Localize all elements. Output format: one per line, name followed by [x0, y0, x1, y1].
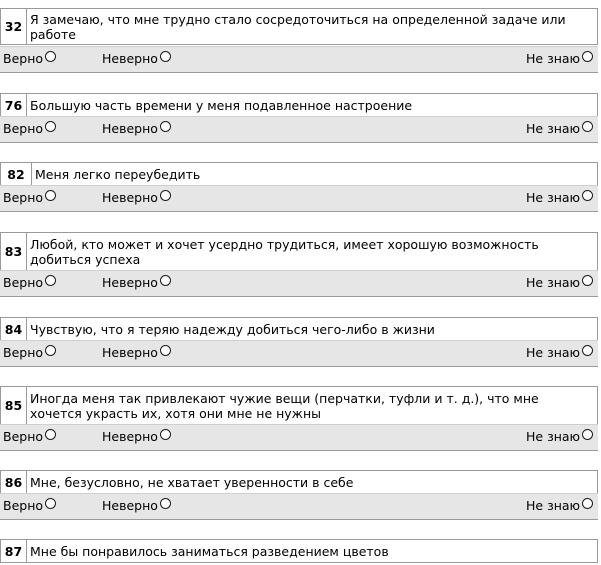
- question-number: 76: [1, 94, 27, 116]
- option-label: Верно: [3, 498, 44, 513]
- radio-true[interactable]: [45, 51, 56, 62]
- question-row: [0, 232, 598, 271]
- option-label: Не знаю: [526, 275, 581, 290]
- radio-false[interactable]: [160, 190, 171, 201]
- question-number: 85: [1, 387, 27, 424]
- radio-dont-know[interactable]: [582, 275, 593, 286]
- option-label: Верно: [3, 275, 44, 290]
- radio-false[interactable]: [160, 275, 171, 286]
- question-text: Большую часть времени у меня подавленное настроение: [30, 98, 413, 113]
- question-number: 82: [1, 163, 32, 185]
- question-text: Чувствую, что я теряю надежду добиться чего-либо в жизни: [30, 322, 435, 337]
- answer-row: [0, 424, 598, 451]
- radio-dont-know[interactable]: [582, 51, 593, 62]
- option-label: Неверно: [102, 190, 158, 205]
- answer-option-true[interactable]: [3, 429, 56, 444]
- option-label: Неверно: [102, 275, 158, 290]
- question-text: Любой, кто может и хочет усердно трудиться, имеет хорошую возможность добиться успеха: [30, 237, 539, 267]
- answer-option-false[interactable]: [102, 190, 171, 205]
- radio-false[interactable]: [160, 345, 171, 356]
- question-text: Мне, безусловно, не хватает уверенности в себе: [30, 475, 354, 490]
- option-label: Не знаю: [526, 498, 581, 513]
- answer-row: [0, 340, 598, 367]
- option-label: Верно: [3, 190, 44, 205]
- option-label: Не знаю: [526, 345, 581, 360]
- radio-true[interactable]: [45, 275, 56, 286]
- answer-option-dont-know[interactable]: [526, 190, 593, 205]
- question-number: 84: [1, 318, 27, 340]
- option-label: Неверно: [102, 51, 158, 66]
- option-label: Неверно: [102, 345, 158, 360]
- answer-option-dont-know[interactable]: [526, 429, 593, 444]
- radio-false[interactable]: [160, 498, 171, 509]
- option-label: Неверно: [102, 121, 158, 136]
- option-label: Верно: [3, 429, 44, 444]
- answer-option-dont-know[interactable]: [526, 121, 593, 136]
- option-label: Верно: [3, 51, 44, 66]
- answer-option-true[interactable]: [3, 190, 56, 205]
- answer-option-true[interactable]: [3, 345, 56, 360]
- option-label: Неверно: [102, 498, 158, 513]
- option-label: Не знаю: [526, 51, 581, 66]
- radio-false[interactable]: [160, 51, 171, 62]
- answer-row: [0, 493, 598, 520]
- option-label: Не знаю: [526, 121, 581, 136]
- answer-option-false[interactable]: [102, 429, 171, 444]
- answer-option-dont-know[interactable]: [526, 275, 593, 290]
- answer-row: [0, 270, 598, 297]
- answer-option-false[interactable]: [102, 51, 171, 66]
- answer-row: [0, 185, 598, 212]
- radio-dont-know[interactable]: [582, 429, 593, 440]
- answer-option-false[interactable]: [102, 498, 171, 513]
- question-text: Я замечаю, что мне трудно стало сосредоточиться на определенной задаче или работе: [30, 12, 566, 42]
- answer-option-dont-know[interactable]: [526, 498, 593, 513]
- radio-dont-know[interactable]: [582, 121, 593, 132]
- radio-dont-know[interactable]: [582, 498, 593, 509]
- question-text: Меня легко переубедить: [35, 167, 201, 182]
- radio-false[interactable]: [160, 429, 171, 440]
- question-row: [0, 93, 598, 117]
- question-number: 86: [1, 471, 27, 493]
- question-row: [0, 8, 598, 45]
- question-row: [0, 386, 598, 425]
- radio-true[interactable]: [45, 190, 56, 201]
- answer-option-false[interactable]: [102, 121, 171, 136]
- radio-true[interactable]: [45, 498, 56, 509]
- answer-option-dont-know[interactable]: [526, 345, 593, 360]
- question-number: 87: [1, 540, 27, 562]
- question-number: 83: [1, 233, 27, 270]
- answer-option-true[interactable]: [3, 275, 56, 290]
- question-row: [0, 539, 598, 563]
- option-label: Верно: [3, 345, 44, 360]
- answer-row: [0, 46, 598, 73]
- answer-option-true[interactable]: [3, 498, 56, 513]
- radio-true[interactable]: [45, 345, 56, 356]
- answer-option-true[interactable]: [3, 121, 56, 136]
- question-row: [0, 162, 598, 186]
- answer-option-false[interactable]: [102, 275, 171, 290]
- radio-true[interactable]: [45, 121, 56, 132]
- radio-false[interactable]: [160, 121, 171, 132]
- question-row: [0, 317, 598, 341]
- answer-option-true[interactable]: [3, 51, 56, 66]
- radio-true[interactable]: [45, 429, 56, 440]
- option-label: Не знаю: [526, 429, 581, 444]
- answer-option-dont-know[interactable]: [526, 51, 593, 66]
- option-label: Верно: [3, 121, 44, 136]
- option-label: Не знаю: [526, 190, 581, 205]
- radio-dont-know[interactable]: [582, 345, 593, 356]
- answer-option-false[interactable]: [102, 345, 171, 360]
- question-text: Иногда меня так привлекают чужие вещи (перчатки, туфли и т. д.), что мне хочется украсть их, хотя они мне не нужны: [30, 391, 539, 421]
- radio-dont-know[interactable]: [582, 190, 593, 201]
- answer-row: [0, 116, 598, 143]
- question-number: 32: [1, 9, 27, 44]
- question-row: [0, 470, 598, 494]
- question-text: Мне бы понравилось заниматься разведением цветов: [30, 544, 389, 559]
- option-label: Неверно: [102, 429, 158, 444]
